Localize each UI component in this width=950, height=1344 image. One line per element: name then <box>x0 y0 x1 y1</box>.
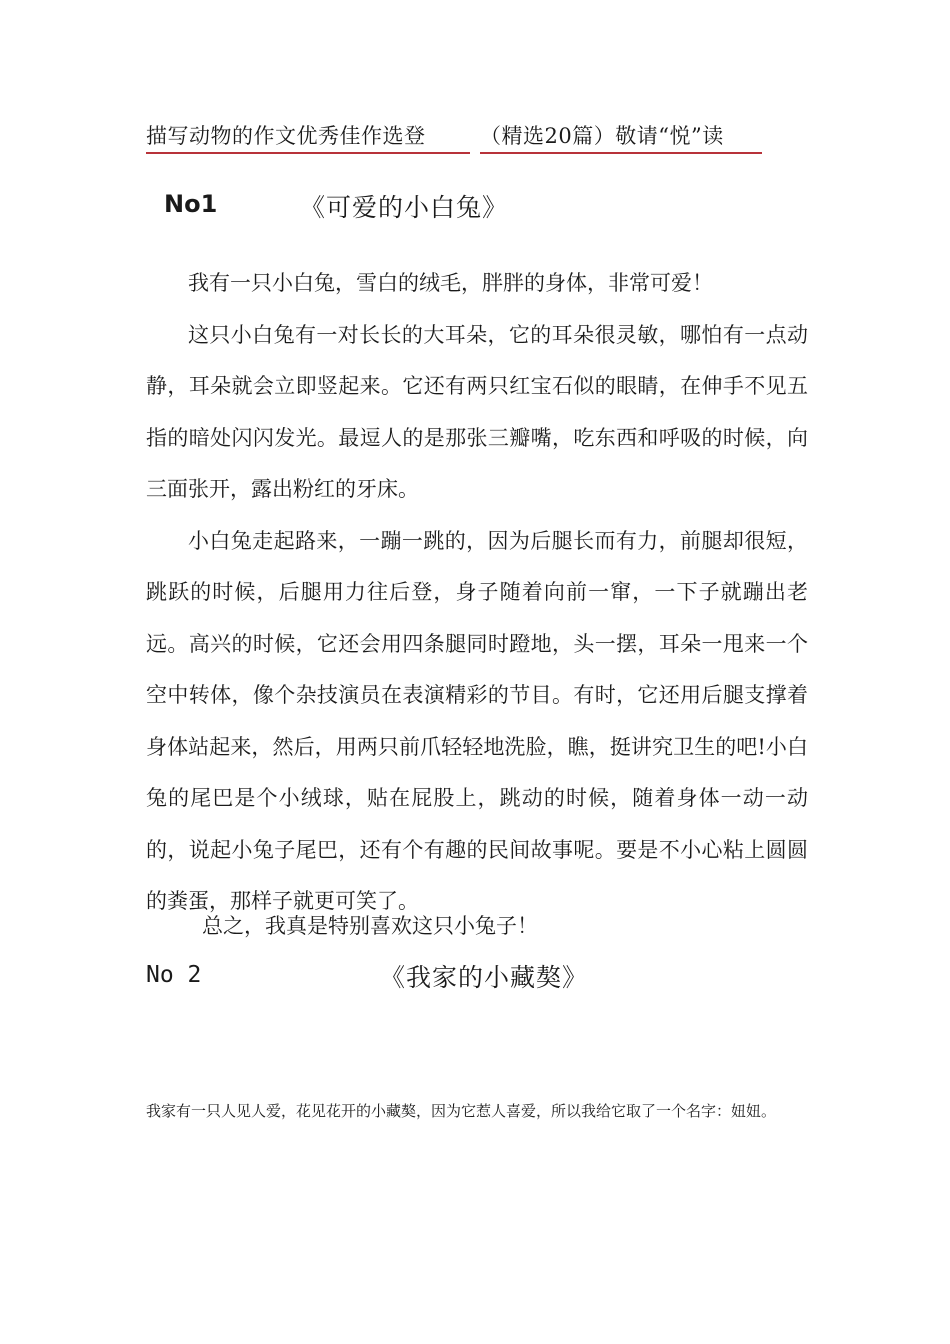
essay-1-paragraph: 这只小白兔有一对长长的大耳朵，它的耳朵很灵敏，哪怕有一点动静，耳朵就会立即竖起来。它还有两只红宝石似的眼睛，在伸手不见五指的暗处闪闪发光。最逗人的是那张三瓣嘴，吃东西和呼吸的时候，向三面张开，露出粉红的牙床。 <box>146 322 808 501</box>
essay-1-number: No1 <box>164 190 218 218</box>
header-title-right: （精选20篇）敬请“悦”读 <box>480 120 762 154</box>
header-title-left: 描写动物的作文优秀佳作选登 <box>146 120 470 154</box>
essay-2-title: 《我家的小藏獒》 <box>380 963 589 992</box>
essay-1-title: 《可爱的小白兔》 <box>300 193 509 222</box>
essay-2-body <box>146 1090 810 1132</box>
essay-2-number: No 2 <box>146 962 202 988</box>
essay-1-conclusion: 总之，我真是特别喜欢这只小兔子！ <box>202 914 538 938</box>
essay-1-body <box>146 258 808 928</box>
essay-1-paragraph: 我有一只小白兔，雪白的绒毛，胖胖的身体，非常可爱！ <box>188 271 713 295</box>
essay-1-paragraph: 小白兔走起路来，一蹦一跳的，因为后腿长而有力，前腿却很短，跳跃的时候，后腿用力往后登，身子随着向前一窜，一下子就蹦出老远。高兴的时候，它还会用四条腿同时蹬地，头一摆，耳朵一甩来一个空中转体，像个杂技演员在表演精彩的节目。有时，它还用后腿支撑着身体站起来，然后，用两只前爪轻轻地洗脸，瞧，挺讲究卫生的吧!小白兔的尾巴是个小绒球，贴在屁股上，跳动的时候，随着身体一动一动的，说起小兔子尾巴，还有个有趣的民间故事呢。要是不小心粘上圆圆的粪蛋，那样子就更可笑了。 <box>146 528 808 913</box>
essay-2-paragraph: 我家有一只人见人爱，花见花开的小藏獒，因为它惹人喜爱，所以我给它取了一个名字：妞妞。 <box>146 1102 777 1120</box>
